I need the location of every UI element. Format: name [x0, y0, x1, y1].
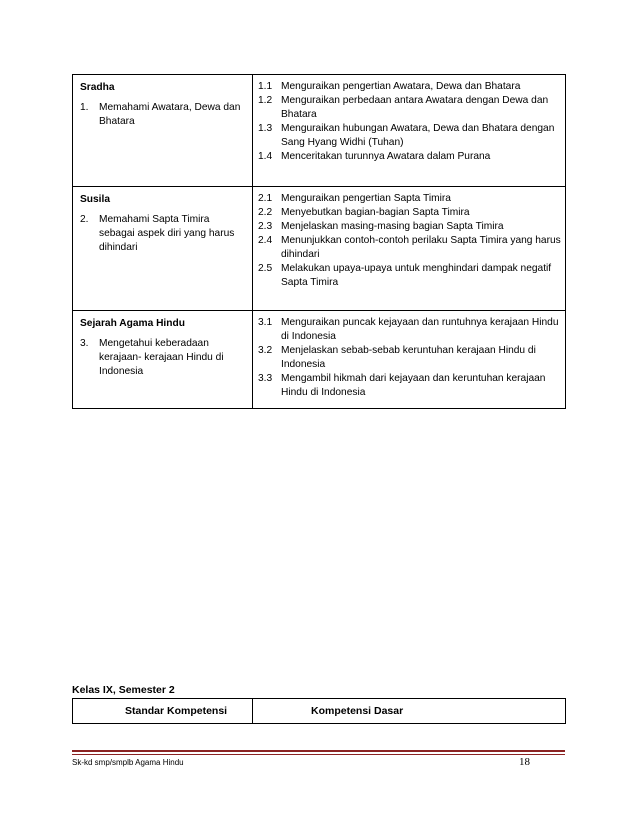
kd-number: 2.1: [258, 193, 273, 204]
kd-number: 2.2: [258, 207, 273, 218]
table-row: [73, 311, 566, 409]
kompetensi-dasar-cell: [253, 311, 566, 409]
kd-text: Melakukan upaya-upaya untuk menghindari dampak negatif Sapta Timira: [281, 263, 552, 288]
kd-number: 2.4: [258, 235, 273, 246]
sk-number: 2.: [80, 214, 89, 225]
sk-item: [80, 213, 246, 255]
kd-number: 3.2: [258, 345, 273, 356]
table-row: [73, 187, 566, 311]
standar-kompetensi-header: Standar Kompetensi: [73, 699, 253, 724]
kd-text: Menunjukkan contoh-contoh perilaku Sapta Timira yang harus dihindari: [281, 235, 561, 260]
aspect-title: Susila: [80, 194, 111, 205]
kd-number: 1.4: [258, 151, 273, 162]
kd-number: 1.1: [258, 81, 273, 92]
kd-item: [258, 150, 561, 164]
kd-item: [258, 220, 561, 234]
footer-rule-thick: [72, 750, 565, 752]
kd-number: 3.3: [258, 373, 273, 384]
kd-text: Menjelaskan sebab-sebab keruntuhan kerajaan Hindu di Indonesia: [281, 345, 536, 370]
kd-number: 2.3: [258, 221, 273, 232]
sk-text: Memahami Sapta Timira sebagai aspek diri yang harus dihindari: [99, 214, 235, 253]
kompetensi-dasar-header: Kompetensi Dasar: [253, 699, 566, 724]
kd-number: 3.1: [258, 317, 273, 328]
kd-item: [258, 316, 561, 344]
kd-item: [258, 122, 561, 150]
kd-text: Menguraikan puncak kejayaan dan runtuhnya kerajaan Hindu di Indonesia: [281, 317, 559, 342]
footer-rule-thin: [72, 754, 565, 755]
table-row: [73, 75, 566, 187]
sk-number: 3.: [80, 338, 89, 349]
kd-item: [258, 344, 561, 372]
page-number: 18: [519, 756, 530, 768]
kd-number: 1.2: [258, 95, 273, 106]
sk-text: Mengetahui keberadaan kerajaan- kerajaan Hindu di Indonesia: [99, 338, 224, 377]
sk-item: [80, 337, 246, 379]
sk-number: 1.: [80, 102, 89, 113]
kd-text: Menguraikan hubungan Awatara, Dewa dan Bhatara dengan Sang Hyang Widhi (Tuhan): [281, 123, 555, 148]
kd-text: Menguraikan pengertian Awatara, Dewa dan Bhatara: [281, 81, 521, 92]
kd-item: [258, 94, 561, 122]
sk-text: Memahami Awatara, Dewa dan Bhatara: [99, 102, 241, 127]
standar-kompetensi-cell: [73, 187, 253, 311]
standar-kompetensi-cell: [73, 75, 253, 187]
kd-text: Menyebutkan bagian-bagian Sapta Timira: [281, 207, 470, 218]
kd-item: [258, 234, 561, 262]
kd-number: 1.3: [258, 123, 273, 134]
header-table: [72, 698, 566, 724]
kd-number: 2.5: [258, 263, 273, 274]
sk-item: [80, 101, 246, 129]
section-title: Kelas IX, Semester 2: [72, 684, 175, 696]
kd-item: [258, 262, 561, 290]
kd-text: Menguraikan pengertian Sapta Timira: [281, 193, 451, 204]
kompetensi-dasar-cell: [253, 75, 566, 187]
aspect-title: Sradha: [80, 82, 115, 93]
kd-text: Menguraikan perbedaan antara Awatara dengan Dewa dan Bhatara: [281, 95, 549, 120]
kompetensi-dasar-cell: [253, 187, 566, 311]
kd-item: [258, 192, 561, 206]
kd-text: Menceritakan turunnya Awatara dalam Purana: [281, 151, 491, 162]
kd-text: Menjelaskan masing-masing bagian Sapta Timira: [281, 221, 504, 232]
footer-label: Sk-kd smp/smplb Agama Hindu: [72, 758, 184, 767]
kd-item: [258, 372, 561, 400]
kd-text: Mengambil hikmah dari kejayaan dan keruntuhan kerajaan Hindu di Indonesia: [281, 373, 546, 398]
header-row: [73, 699, 566, 724]
kd-item: [258, 206, 561, 220]
aspect-title: Sejarah Agama Hindu: [80, 318, 185, 329]
standar-kompetensi-cell: [73, 311, 253, 409]
competency-table: [72, 74, 566, 409]
kd-item: [258, 80, 561, 94]
